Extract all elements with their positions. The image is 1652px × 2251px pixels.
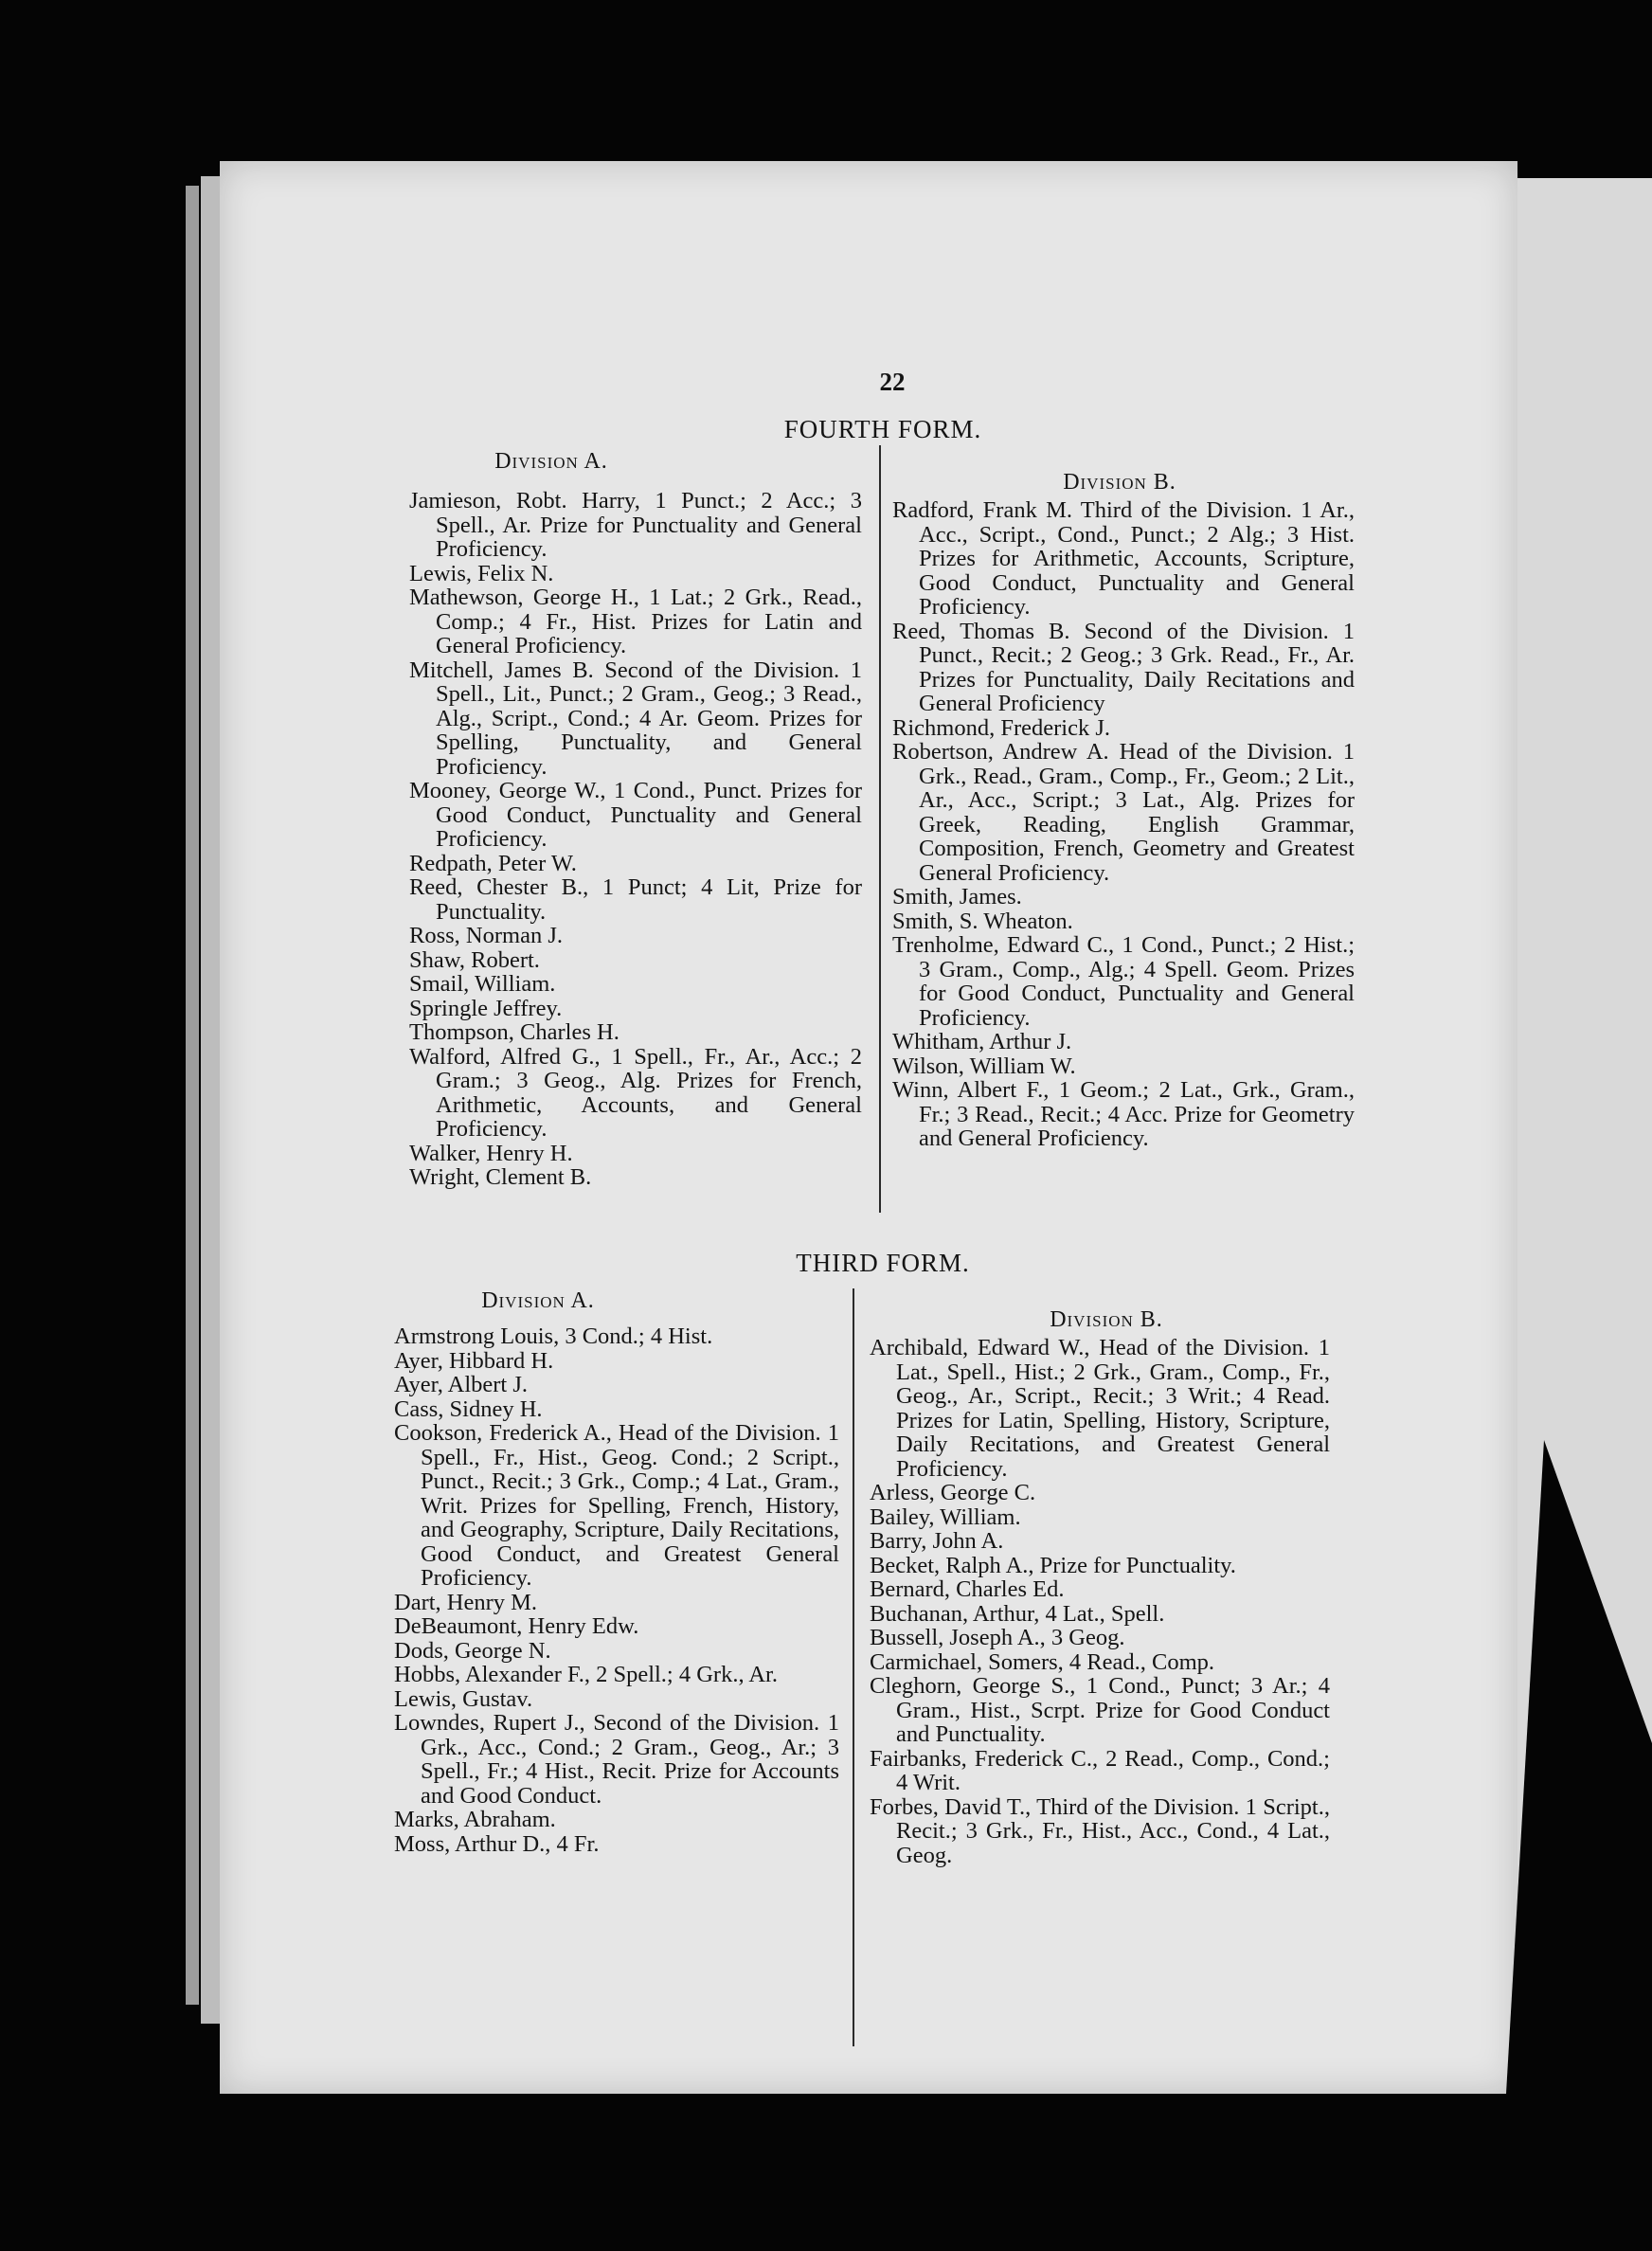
page-fold-shadow [1402, 1440, 1652, 2094]
list-item: Mathewson, George H., 1 Lat.; 2 Grk., Read., Comp.; 4 Fr., Hist. Prizes for Latin and General Proficiency. [409, 585, 862, 658]
third-form-column-divider [853, 1288, 854, 2046]
list-item: Cookson, Frederick A., Head of the Division. 1 Spell., Fr., Hist., Geog. Cond.; 2 Script., Punct., Recit.; 3 Grk., Comp.; 4 Lat., Gram., Writ. Prizes for Spelling, French, History, and Geography, Scripture, Daily Recitations, Good Conduct, and Greatest General Proficiency. [394, 1420, 839, 1591]
fourth-form-division-a-heading: Division A. [494, 449, 608, 474]
list-item: Radford, Frank M. Third of the Division. 1 Ar., Acc., Script., Cond., Punct.; 2 Alg.; 3 Hist. Prizes for Arithmetic, Accounts, Scripture, Good Conduct, Punctuality and General Proficiency. [892, 497, 1355, 620]
list-item: Marks, Abraham. [394, 1807, 556, 1832]
document-page [220, 161, 1517, 2094]
list-item: Whitham, Arthur J. [892, 1029, 1072, 1054]
third-form-title: THIRD FORM. [796, 1249, 970, 1277]
list-item: Reed, Thomas B. Second of the Division. 1 Punct., Recit.; 2 Geog.; 3 Grk. Read., Fr., Ar. Prizes for Punctuality, Daily Recitations and General Proficiency [892, 618, 1355, 716]
page-number: 22 [879, 368, 906, 396]
list-item: Smith, James. [892, 884, 1022, 909]
list-item: Lewis, Felix N. [409, 560, 554, 586]
list-item: Thompson, Charles H. [409, 1019, 620, 1045]
list-item: Hobbs, Alexander F., 2 Spell.; 4 Grk., Ar. [394, 1662, 778, 1687]
list-item: Bernard, Charles Ed. [870, 1576, 1065, 1602]
list-item: Wright, Clement B. [409, 1164, 592, 1190]
list-item: Fairbanks, Frederick C., 2 Read., Comp., Cond.; 4 Writ. [870, 1745, 1330, 1795]
list-item: Mooney, George W., 1 Cond., Punct. Prizes for Good Conduct, Punctuality and General Proficiency. [409, 778, 862, 852]
list-item: Dods, George N. [394, 1637, 551, 1664]
list-item: Bussell, Joseph A., 3 Geog. [870, 1625, 1125, 1650]
list-item: Reed, Chester B., 1 Punct; 4 Lit, Prize for Punctuality. [409, 874, 862, 925]
fourth-form-division-b-heading: Division B. [1063, 470, 1176, 495]
fourth-form-title: FOURTH FORM. [783, 415, 982, 443]
fourth-form-division-a-list [409, 489, 862, 1190]
list-item: Jamieson, Robt. Harry, 1 Punct.; 2 Acc.; 3 Spell., Ar. Prize for Punctuality and General Proficiency. [409, 488, 862, 562]
list-item: Shaw, Robert. [409, 946, 540, 973]
list-item: Trenholme, Edward C., 1 Cond., Punct.; 2 Hist.; 3 Gram., Comp., Alg.; 4 Spell. Geom. Prizes for Good Conduct, Punctuality and General Proficiency. [892, 932, 1355, 1031]
list-item: Cleghorn, George S., 1 Cond., Punct; 3 Ar.; 4 Gram., Hist., Scrpt. Prize for Good Conduct and Punctuality. [870, 1673, 1330, 1747]
list-item: Carmichael, Somers, 4 Read., Comp. [870, 1648, 1215, 1675]
page-edge-shadow [186, 186, 199, 2005]
list-item: Mitchell, James B. Second of the Division. 1 Spell., Lit., Punct.; 2 Gram., Geog.; 3 Read., Alg., Script., Cond.; 4 Ar. Geom. Prizes for Spelling, Punctuality, and General Proficiency. [409, 657, 862, 780]
list-item: Forbes, David T., Third of the Division. 1 Script., Recit.; 3 Grk., Fr., Hist., Acc., Cond., 4 Lat., Geog. [870, 1793, 1330, 1868]
list-item: Archibald, Edward W., Head of the Division. 1 Lat., Spell., Hist.; 2 Grk., Gram., Comp., Fr., Geog., Ar., Script., Recit.; 3 Writ.; 4 Read. Prizes for Latin, Spelling, History, Scripture, Daily Recitations, and Greatest General Proficiency. [870, 1335, 1330, 1482]
list-item: Springle Jeffrey. [409, 995, 563, 1021]
list-item: Arless, George C. [870, 1480, 1036, 1505]
list-item: Armstrong Louis, 3 Cond.; 4 Hist. [394, 1324, 713, 1349]
list-item: Walford, Alfred G., 1 Spell., Fr., Ar., Acc.; 2 Gram.; 3 Geog., Alg. Prizes for French, Arithmetic, Accounts, and General Proficiency. [409, 1043, 862, 1142]
list-item: Buchanan, Arthur, 4 Lat., Spell. [870, 1600, 1165, 1627]
list-item: Winn, Albert F., 1 Geom.; 2 Lat., Grk., Gram., Fr.; 3 Read., Recit.; 4 Acc. Prize for Geometry and General Proficiency. [892, 1077, 1355, 1151]
list-item: Ayer, Hibbard H. [394, 1347, 554, 1374]
list-item: Bailey, William. [870, 1504, 1021, 1530]
third-form-division-b-list [870, 1336, 1330, 1867]
list-item: Smith, S. Wheaton. [892, 908, 1073, 934]
list-item: Richmond, Frederick J. [892, 714, 1110, 741]
list-item: Smail, William. [409, 971, 556, 997]
fourth-form-division-b-list [892, 498, 1355, 1151]
third-form-division-a-heading: Division A. [481, 1288, 595, 1313]
list-item: Ross, Norman J. [409, 923, 563, 948]
list-item: Robertson, Andrew A. Head of the Division. 1 Grk., Read., Gram., Comp., Fr., Geom.; 2 Lit., Ar., Acc., Script.; 3 Lat., Alg. Prizes for Greek, Reading, English Grammar, Composition, French, Geometry and Greatest General Proficiency. [892, 739, 1355, 886]
list-item: Lewis, Gustav. [394, 1685, 533, 1712]
list-item: Ayer, Albert J. [394, 1372, 529, 1397]
list-item: Barry, John A. [870, 1528, 1004, 1554]
list-item: Wilson, William W. [892, 1053, 1076, 1079]
list-item: Dart, Henry M. [394, 1589, 538, 1615]
list-item: Becket, Ralph A., Prize for Punctuality. [870, 1552, 1236, 1578]
fourth-form-column-divider [879, 445, 881, 1213]
list-item: Redpath, Peter W. [409, 850, 577, 876]
list-item: Moss, Arthur D., 4 Fr. [394, 1830, 600, 1857]
list-item: DeBeaumont, Henry Edw. [394, 1613, 639, 1639]
third-form-division-a-list [394, 1324, 839, 1856]
list-item: Lowndes, Rupert J., Second of the Division. 1 Grk., Acc., Cond.; 2 Gram., Geog., Ar.; 3 Spell., Fr.; 4 Hist., Recit. Prize for Accounts and Good Conduct. [394, 1710, 839, 1809]
third-form-division-b-heading: Division B. [1050, 1307, 1163, 1332]
list-item: Walker, Henry H. [409, 1140, 573, 1166]
list-item: Cass, Sidney H. [394, 1396, 543, 1422]
